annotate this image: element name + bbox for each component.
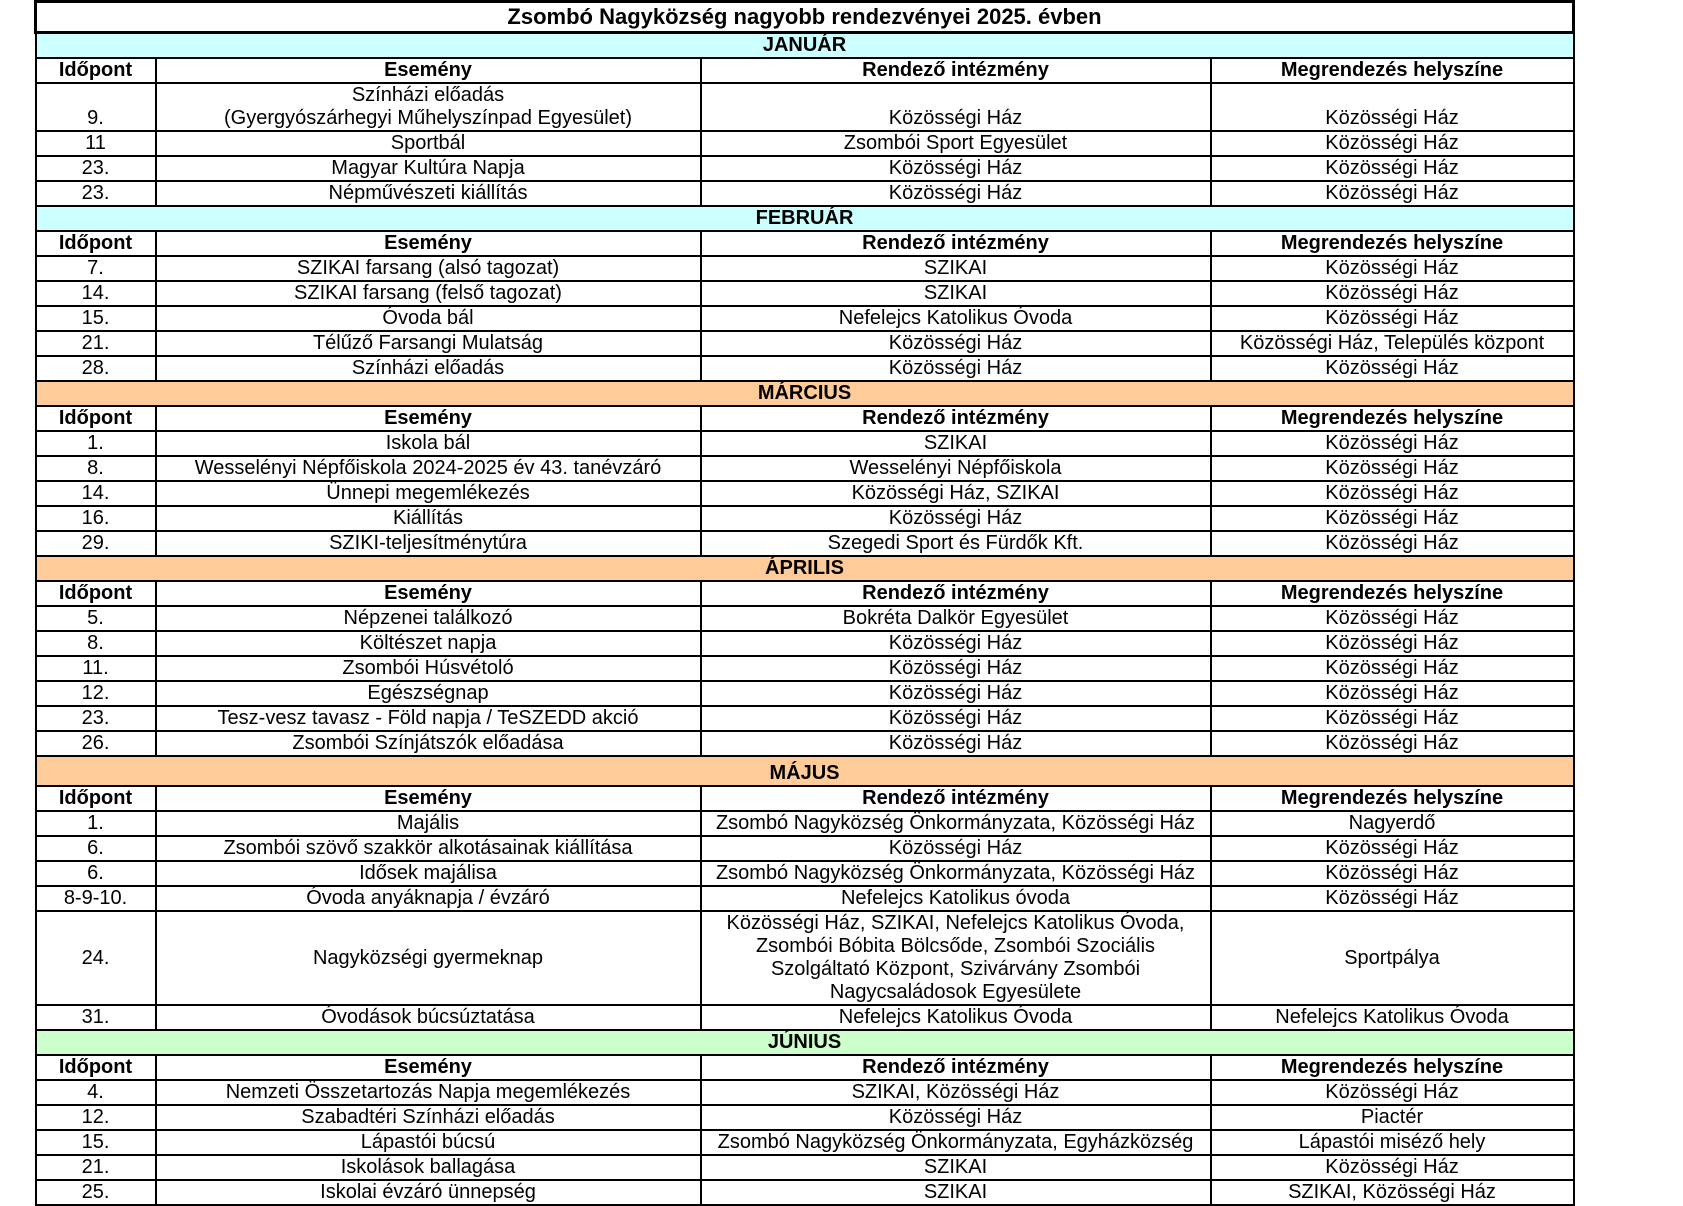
event-row <box>36 886 1574 911</box>
event-row <box>36 1180 1574 1205</box>
organizer-cell: Bokréta Dalkör Egyesület <box>701 606 1211 631</box>
organizer-cell: Közösségi Ház, SZIKAI, Nefelejcs Katolikus Óvoda, Zsombói Bóbita Bölcsőde, Zsombói Szociális Szolgáltató Központ, Szivárvány Zsombói Nagycsaládosok Egyesülete <box>701 911 1211 1005</box>
event-cell: Zsombói Húsvétoló <box>156 656 701 681</box>
organizer-cell: Közösségi Ház <box>701 681 1211 706</box>
header-row <box>36 406 1574 431</box>
organizer-cell: Nefelejcs Katolikus Óvoda <box>701 306 1211 331</box>
date-cell: 23. <box>36 181 156 206</box>
month-label: JÚNIUS <box>36 1030 1574 1055</box>
event-cell: Zsombói szövő szakkör alkotásainak kiállítása <box>156 836 701 861</box>
event-cell: Költészet napja <box>156 631 701 656</box>
date-cell: 23. <box>36 156 156 181</box>
organizer-cell: Nefelejcs Katolikus óvoda <box>701 886 1211 911</box>
venue-cell: Közösségi Ház <box>1211 156 1574 181</box>
organizer-cell: Közösségi Ház <box>701 356 1211 381</box>
organizer-cell: Közösségi Ház <box>701 331 1211 356</box>
event-row <box>36 706 1574 731</box>
venue-cell: Közösségi Ház <box>1211 131 1574 156</box>
organizer-cell: Nefelejcs Katolikus Óvoda <box>701 1005 1211 1030</box>
venue-cell: Közösségi Ház <box>1211 181 1574 206</box>
event-row <box>36 131 1574 156</box>
column-header-organizer: Rendező intézmény <box>701 1055 1211 1080</box>
date-cell: 8-9-10. <box>36 886 156 911</box>
event-row <box>36 181 1574 206</box>
venue-cell: Közösségi Ház <box>1211 481 1574 506</box>
column-header-venue: Megrendezés helyszíne <box>1211 58 1574 83</box>
event-row <box>36 481 1574 506</box>
header-row <box>36 231 1574 256</box>
date-cell: 21. <box>36 1155 156 1180</box>
column-header-time: Időpont <box>36 58 156 83</box>
organizer-cell: SZIKAI <box>701 1180 1211 1205</box>
organizer-cell: Szegedi Sport és Fürdők Kft. <box>701 531 1211 556</box>
column-header-event: Esemény <box>156 406 701 431</box>
column-header-venue: Megrendezés helyszíne <box>1211 231 1574 256</box>
event-row <box>36 456 1574 481</box>
event-row <box>36 836 1574 861</box>
column-header-venue: Megrendezés helyszíne <box>1211 581 1574 606</box>
event-row <box>36 911 1574 1005</box>
venue-cell: Közösségi Ház <box>1211 836 1574 861</box>
event-row <box>36 631 1574 656</box>
date-cell: 16. <box>36 506 156 531</box>
column-header-organizer: Rendező intézmény <box>701 58 1211 83</box>
event-row <box>36 1155 1574 1180</box>
event-cell: Szabadtéri Színházi előadás <box>156 1105 701 1130</box>
venue-cell: SZIKAI, Közösségi Ház <box>1211 1180 1574 1205</box>
event-row <box>36 306 1574 331</box>
column-header-time: Időpont <box>36 406 156 431</box>
venue-cell: Közösségi Ház <box>1211 256 1574 281</box>
venue-cell: Közösségi Ház <box>1211 1080 1574 1105</box>
date-cell: 28. <box>36 356 156 381</box>
date-cell: 7. <box>36 256 156 281</box>
event-row <box>36 656 1574 681</box>
column-header-event: Esemény <box>156 1055 701 1080</box>
venue-cell: Közösségi Ház <box>1211 456 1574 481</box>
header-row <box>36 1055 1574 1080</box>
event-cell: Magyar Kultúra Napja <box>156 156 701 181</box>
event-cell: Népművészeti kiállítás <box>156 181 701 206</box>
event-cell: Zsombói Színjátszók előadása <box>156 731 701 756</box>
venue-cell: Közösségi Ház <box>1211 606 1574 631</box>
event-cell: Sportbál <box>156 131 701 156</box>
venue-cell: Nagyerdő <box>1211 811 1574 836</box>
month-label: MÁRCIUS <box>36 381 1574 406</box>
date-cell: 21. <box>36 331 156 356</box>
column-header-venue: Megrendezés helyszíne <box>1211 406 1574 431</box>
events-table <box>34 0 1575 1206</box>
organizer-cell: Közösségi Ház <box>701 83 1211 131</box>
organizer-cell: Közösségi Ház <box>701 181 1211 206</box>
organizer-cell: SZIKAI <box>701 431 1211 456</box>
month-row <box>36 1030 1574 1055</box>
event-row <box>36 506 1574 531</box>
organizer-cell: SZIKAI <box>701 256 1211 281</box>
venue-cell: Közösségi Ház <box>1211 281 1574 306</box>
event-cell: SZIKAI farsang (felső tagozat) <box>156 281 701 306</box>
date-cell: 14. <box>36 281 156 306</box>
event-row <box>36 811 1574 836</box>
column-header-time: Időpont <box>36 231 156 256</box>
date-cell: 25. <box>36 1180 156 1205</box>
venue-cell: Közösségi Ház <box>1211 306 1574 331</box>
organizer-cell: Közösségi Ház <box>701 706 1211 731</box>
event-row <box>36 256 1574 281</box>
column-header-time: Időpont <box>36 581 156 606</box>
month-label: JANUÁR <box>36 33 1574 59</box>
date-cell: 1. <box>36 431 156 456</box>
event-cell: Színházi előadás <box>156 356 701 381</box>
venue-cell: Közösségi Ház <box>1211 431 1574 456</box>
venue-cell: Piactér <box>1211 1105 1574 1130</box>
date-cell: 24. <box>36 911 156 1005</box>
organizer-cell: Közösségi Ház, SZIKAI <box>701 481 1211 506</box>
event-cell: Nemzeti Összetartozás Napja megemlékezés <box>156 1080 701 1105</box>
event-row <box>36 156 1574 181</box>
event-row <box>36 531 1574 556</box>
date-cell: 6. <box>36 836 156 861</box>
month-row <box>36 756 1574 786</box>
column-header-organizer: Rendező intézmény <box>701 786 1211 811</box>
event-row <box>36 83 1574 131</box>
organizer-cell: Közösségi Ház <box>701 631 1211 656</box>
header-row <box>36 581 1574 606</box>
organizer-cell: Közösségi Ház <box>701 836 1211 861</box>
event-row <box>36 356 1574 381</box>
column-header-venue: Megrendezés helyszíne <box>1211 786 1574 811</box>
event-cell: Ünnepi megemlékezés <box>156 481 701 506</box>
event-cell: Óvoda bál <box>156 306 701 331</box>
date-cell: 5. <box>36 606 156 631</box>
event-cell: Óvodások búcsúztatása <box>156 1005 701 1030</box>
date-cell: 14. <box>36 481 156 506</box>
date-cell: 31. <box>36 1005 156 1030</box>
month-label: MÁJUS <box>36 756 1574 786</box>
event-row <box>36 281 1574 306</box>
date-cell: 26. <box>36 731 156 756</box>
date-cell: 15. <box>36 306 156 331</box>
venue-cell: Közösségi Ház <box>1211 706 1574 731</box>
event-cell: Idősek majálisa <box>156 861 701 886</box>
event-cell: SZIKI-teljesítménytúra <box>156 531 701 556</box>
organizer-cell: Zsombói Sport Egyesület <box>701 131 1211 156</box>
venue-cell: Közösségi Ház, Település központ <box>1211 331 1574 356</box>
organizer-cell: SZIKAI <box>701 1155 1211 1180</box>
venue-cell: Lápastói miséző hely <box>1211 1130 1574 1155</box>
column-header-event: Esemény <box>156 581 701 606</box>
title-row <box>36 2 1574 33</box>
event-cell: Kiállítás <box>156 506 701 531</box>
event-row <box>36 1130 1574 1155</box>
venue-cell: Közösségi Ház <box>1211 83 1574 131</box>
event-cell: Lápastói búcsú <box>156 1130 701 1155</box>
venue-cell: Sportpálya <box>1211 911 1574 1005</box>
venue-cell: Nefelejcs Katolikus Óvoda <box>1211 1005 1574 1030</box>
event-cell: Wesselényi Népfőiskola 2024-2025 év 43. tanévzáró <box>156 456 701 481</box>
column-header-event: Esemény <box>156 231 701 256</box>
event-cell: Népzenei találkozó <box>156 606 701 631</box>
column-header-time: Időpont <box>36 786 156 811</box>
month-row <box>36 381 1574 406</box>
organizer-cell: SZIKAI, Közösségi Ház <box>701 1080 1211 1105</box>
organizer-cell: Wesselényi Népfőiskola <box>701 456 1211 481</box>
column-header-time: Időpont <box>36 1055 156 1080</box>
header-row <box>36 58 1574 83</box>
event-cell: Télűző Farsangi Mulatság <box>156 331 701 356</box>
date-cell: 11. <box>36 656 156 681</box>
date-cell: 29. <box>36 531 156 556</box>
organizer-cell: Zsombó Nagyközség Önkormányzata, Közösségi Ház <box>701 811 1211 836</box>
event-cell: Iskolai évzáró ünnepség <box>156 1180 701 1205</box>
venue-cell: Közösségi Ház <box>1211 531 1574 556</box>
event-row <box>36 1005 1574 1030</box>
date-cell: 11 <box>36 131 156 156</box>
date-cell: 9. <box>36 83 156 131</box>
page-title: Zsombó Nagyközség nagyobb rendezvényei 2025. évben <box>36 2 1574 33</box>
venue-cell: Közösségi Ház <box>1211 356 1574 381</box>
event-row <box>36 861 1574 886</box>
venue-cell: Közösségi Ház <box>1211 861 1574 886</box>
event-cell: Iskolások ballagása <box>156 1155 701 1180</box>
event-cell: Óvoda anyáknapja / évzáró <box>156 886 701 911</box>
venue-cell: Közösségi Ház <box>1211 681 1574 706</box>
organizer-cell: Közösségi Ház <box>701 506 1211 531</box>
event-cell: Tesz-vesz tavasz - Föld napja / TeSZEDD akció <box>156 706 701 731</box>
event-cell: Egészségnap <box>156 681 701 706</box>
event-row <box>36 331 1574 356</box>
month-label: FEBRUÁR <box>36 206 1574 231</box>
event-row <box>36 606 1574 631</box>
date-cell: 15. <box>36 1130 156 1155</box>
venue-cell: Közösségi Ház <box>1211 506 1574 531</box>
organizer-cell: Zsombó Nagyközség Önkormányzata, Egyházközség <box>701 1130 1211 1155</box>
date-cell: 12. <box>36 681 156 706</box>
organizer-cell: SZIKAI <box>701 281 1211 306</box>
date-cell: 12. <box>36 1105 156 1130</box>
column-header-organizer: Rendező intézmény <box>701 581 1211 606</box>
month-row <box>36 206 1574 231</box>
venue-cell: Közösségi Ház <box>1211 1155 1574 1180</box>
event-cell: Színházi előadás (Gyergyószárhegyi Műhelyszínpad Egyesület) <box>156 83 701 131</box>
events-table-body <box>36 2 1574 1206</box>
column-header-organizer: Rendező intézmény <box>701 231 1211 256</box>
column-header-event: Esemény <box>156 58 701 83</box>
event-row <box>36 731 1574 756</box>
venue-cell: Közösségi Ház <box>1211 656 1574 681</box>
organizer-cell: Közösségi Ház <box>701 731 1211 756</box>
column-header-venue: Megrendezés helyszíne <box>1211 1055 1574 1080</box>
date-cell: 6. <box>36 861 156 886</box>
event-cell: SZIKAI farsang (alsó tagozat) <box>156 256 701 281</box>
event-row <box>36 1105 1574 1130</box>
column-header-organizer: Rendező intézmény <box>701 406 1211 431</box>
venue-cell: Közösségi Ház <box>1211 886 1574 911</box>
month-row <box>36 33 1574 59</box>
date-cell: 4. <box>36 1080 156 1105</box>
organizer-cell: Közösségi Ház <box>701 1105 1211 1130</box>
organizer-cell: Zsombó Nagyközség Önkormányzata, Közösségi Ház <box>701 861 1211 886</box>
event-cell: Nagyközségi gyermeknap <box>156 911 701 1005</box>
organizer-cell: Közösségi Ház <box>701 156 1211 181</box>
organizer-cell: Közösségi Ház <box>701 656 1211 681</box>
event-row <box>36 431 1574 456</box>
event-cell: Majális <box>156 811 701 836</box>
month-row <box>36 556 1574 581</box>
event-row <box>36 1080 1574 1105</box>
event-cell: Iskola bál <box>156 431 701 456</box>
venue-cell: Közösségi Ház <box>1211 631 1574 656</box>
month-label: ÁPRILIS <box>36 556 1574 581</box>
date-cell: 1. <box>36 811 156 836</box>
date-cell: 8. <box>36 631 156 656</box>
date-cell: 8. <box>36 456 156 481</box>
venue-cell: Közösségi Ház <box>1211 731 1574 756</box>
date-cell: 23. <box>36 706 156 731</box>
event-row <box>36 681 1574 706</box>
header-row <box>36 786 1574 811</box>
column-header-event: Esemény <box>156 786 701 811</box>
